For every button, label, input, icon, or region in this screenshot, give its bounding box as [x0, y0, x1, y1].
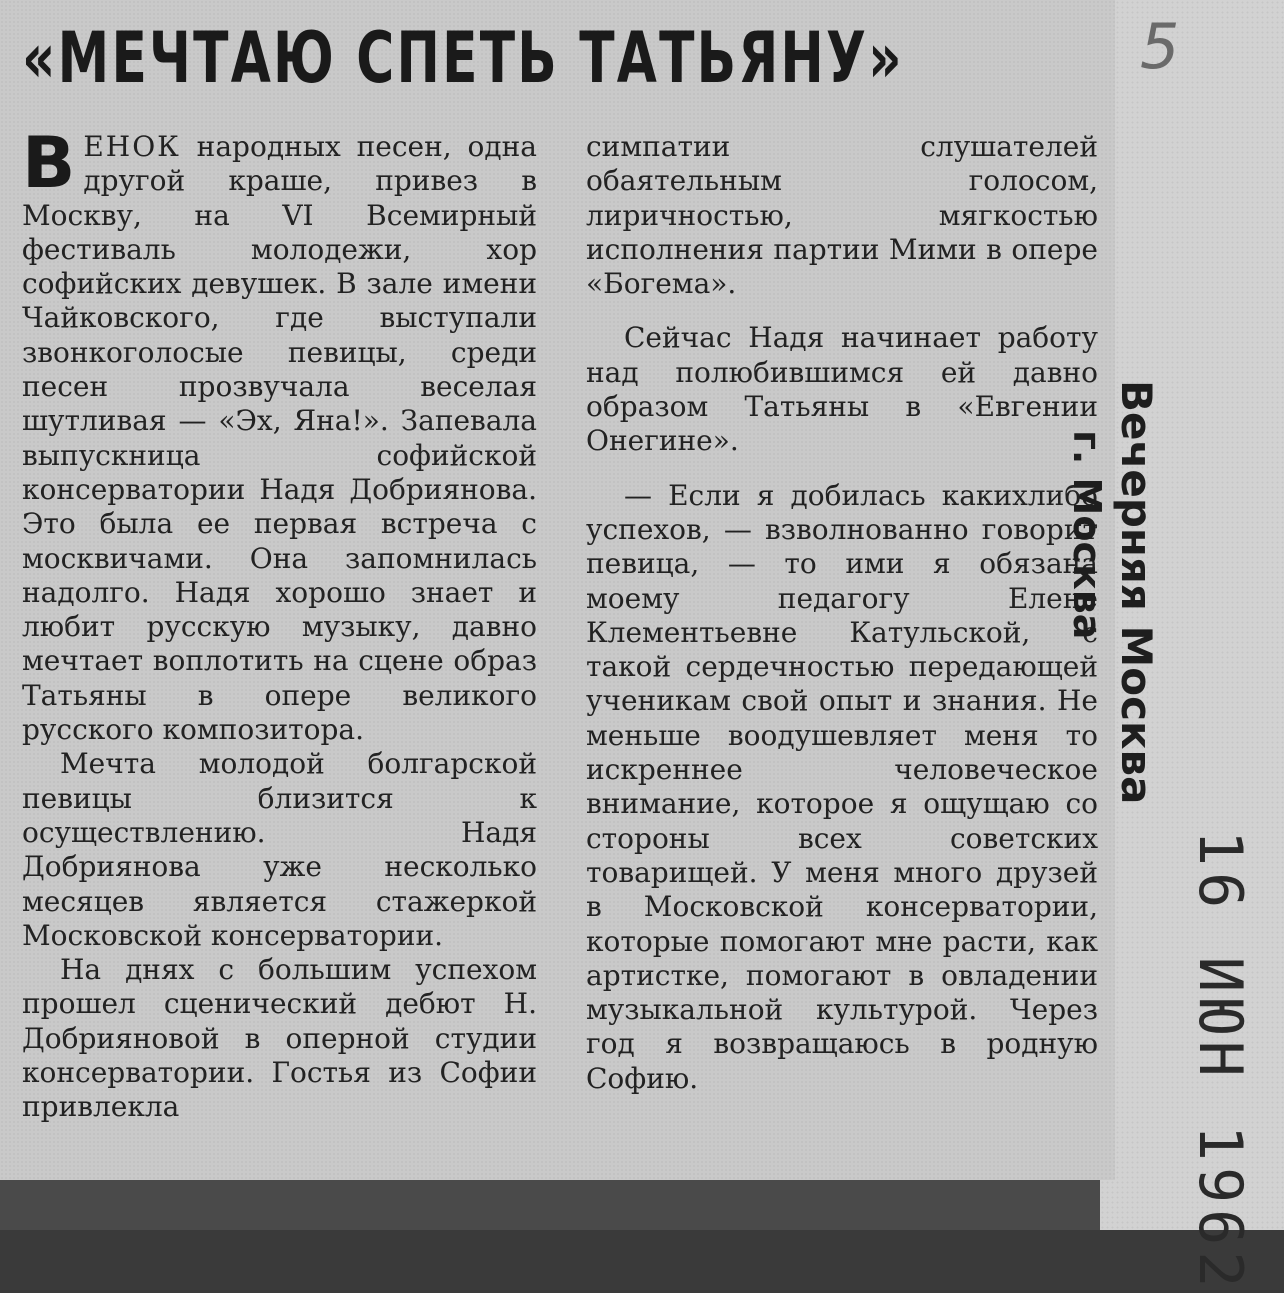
city-name: г. Москва	[1065, 430, 1109, 640]
paragraph-gap	[586, 301, 1098, 321]
drop-cap: В	[22, 122, 76, 204]
article-column-1	[22, 122, 537, 1125]
article-title: «МЕЧТАЮ СПЕТЬ ТАТЬЯНУ»	[22, 17, 904, 99]
paragraph-text: народных песен, одна другой краше, привез в Москву, на VI Всемирный фестиваль молодежи, хор софийских девушек. В зале имени Чайковского, где выступали звонкоголосые певицы, среди песен прозвучала веселая шутливая — «Эх, Яна!». Запевала выпускница софийской консерватории Надя Добриянова. Это была ее первая встреча с москвичами. Она запомнилась надолго. Надя хорошо знает и любит русскую музыку, давно мечтает воплотить на сцене образ Татьяны в опере великого русского композитора.	[22, 130, 537, 747]
paragraph: симпатии слушателей обаятельным голосом, лиричностью, мягкостью исполнения партии Мими в опере «Богема».	[586, 130, 1098, 301]
handwritten-page-number: 5	[1140, 10, 1180, 83]
paragraph	[22, 122, 537, 747]
newspaper-name: Вечерняя Москва	[1112, 380, 1161, 805]
paragraph: Сейчас Надя начинает работу над полюбившимся ей давно образом Татьяны в «Евгении Онегине».	[586, 321, 1098, 458]
paragraph: Мечта молодой болгарской певицы близится к осуществлению. Надя Добриянова уже несколько месяцев является стажеркой Московской консерватории.	[22, 747, 537, 952]
lead-in: ЕНОК	[83, 130, 181, 163]
paragraph: На днях с большим успехом прошел сценический дебют Н. Добрияновой в оперной студии консерватории. Гостья из Софии привлекла	[22, 953, 537, 1124]
source-stamp	[962, 380, 1162, 805]
paragraph: — Если я добилась какихлибо успехов, — взволнованно говорит певица, — то ими я обязана моему педагогу Елене Клементьевне Катульской, с такой сердечностью передающей ученикам свой опыт и знания. Не меньше воодушевляет меня то искреннее человеческое внимание, которое я ощущаю со стороны всех советских товарищей. У меня много друзей в Московской консерватории, которые помогают мне расти, как артистке, помогают в овладении музыкальной культурой. Через год я возвращаюсь в родную Софию.	[586, 478, 1098, 1095]
date-stamp: 16 ИЮН 1962	[1185, 830, 1255, 1293]
